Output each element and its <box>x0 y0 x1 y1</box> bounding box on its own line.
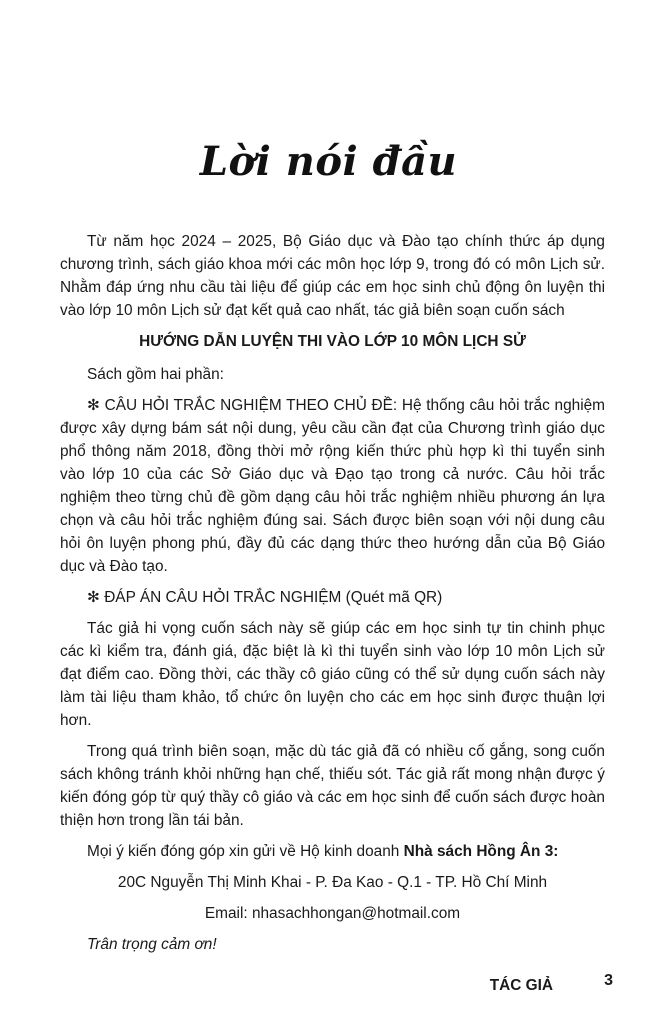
parts-intro: Sách gồm hai phần: <box>87 366 224 383</box>
asterisk-icon: ✻ <box>87 397 100 414</box>
part2-note: (Quét mã QR) <box>345 589 443 606</box>
preface-body <box>60 230 605 1005</box>
page-title: Lời nói đầu <box>199 138 458 185</box>
apology-paragraph: Trong quá trình biên soạn, mặc dù tác giả đã có nhiều cố gắng, song cuốn sách không tránh khỏi những hạn chế, thiếu sót. Tác giả rất mong nhận được ý kiến đóng góp từ quý thầy cô giáo và các em học sinh để cuốn sách được hoàn thiện hơn trong lần tái bản. <box>60 743 605 829</box>
asterisk-icon: ✻ <box>87 589 100 606</box>
hope-paragraph: Tác giả hi vọng cuốn sách này sẽ giúp các em học sinh tự tin chinh phục các kì kiểm tra, đánh giá, đặc biệt là kì thi tuyển sinh vào lớp 10 môn Lịch sử đạt điểm cao. Đồng thời, các thầy cô giáo cũng có thể sử dụng cuốn sách này làm tài liệu tham khảo, tổ chức ôn luyện cho các em học sinh được thuận lợi hơn. <box>60 620 605 729</box>
address-line: 20C Nguyễn Thị Minh Khai - P. Đa Kao - Q.1 - TP. Hồ Chí Minh <box>117 874 548 891</box>
intro-paragraph: Từ năm học 2024 – 2025, Bộ Giáo dục và Đào tạo chính thức áp dụng chương trình, sách giáo khoa mới các môn học lớp 9, trong đó có môn Lịch sử. Nhằm đáp ứng nhu cầu tài liệu để giúp các em học sinh chủ động ôn luyện thi vào lớp 10 môn Lịch sử đạt kết quả cao nhất, tác giả biên soạn cuốn sách <box>60 233 605 319</box>
email-line: Email: nhasachhongan@hotmail.com <box>204 905 461 922</box>
part1-text: Hệ thống câu hỏi trắc nghiệm được xây dựng bám sát nội dung, yêu cầu cần đạt của Chương trình giáo dục phổ thông năm 2018, đồng thời mở rộng kiến thức phù hợp kì thi tuyển sinh vào lớp 10 của các Sở Giáo dục và Đạo tạo trong cả nước. Câu hỏi trắc nghiệm theo từng chủ đề gồm dạng câu hỏi trắc nghiệm nhiều phương án lựa chọn và câu hỏi trắc nghiệm đúng sai. Sách được biên soạn với nội dung câu hỏi ôn luyện phong phú, đầy đủ các dạng thức theo hướng dẫn của Bộ Giáo dục và Đào tạo. <box>60 397 605 575</box>
part1-paragraph <box>60 394 605 578</box>
part2-label: ĐÁP ÁN CÂU HỎI TRẮC NGHIỆM <box>104 589 342 606</box>
contact-intro: Mọi ý kiến đóng góp xin gửi về Hộ kinh doanh <box>87 843 400 860</box>
page-number: 3 <box>604 972 613 989</box>
author-signature: TÁC GIẢ <box>489 977 553 994</box>
book-title: HƯỚNG DẪN LUYỆN THI VÀO LỚP 10 MÔN LỊCH SỬ <box>139 333 526 350</box>
part2-paragraph <box>60 586 605 609</box>
contact-paragraph <box>60 840 605 863</box>
part1-label: CÂU HỎI TRẮC NGHIỆM THEO CHỦ ĐỀ: <box>104 397 398 414</box>
thanks-line: Trân trọng cảm ơn! <box>87 936 217 953</box>
publisher-name: Nhà sách Hồng Ân 3: <box>403 843 559 860</box>
